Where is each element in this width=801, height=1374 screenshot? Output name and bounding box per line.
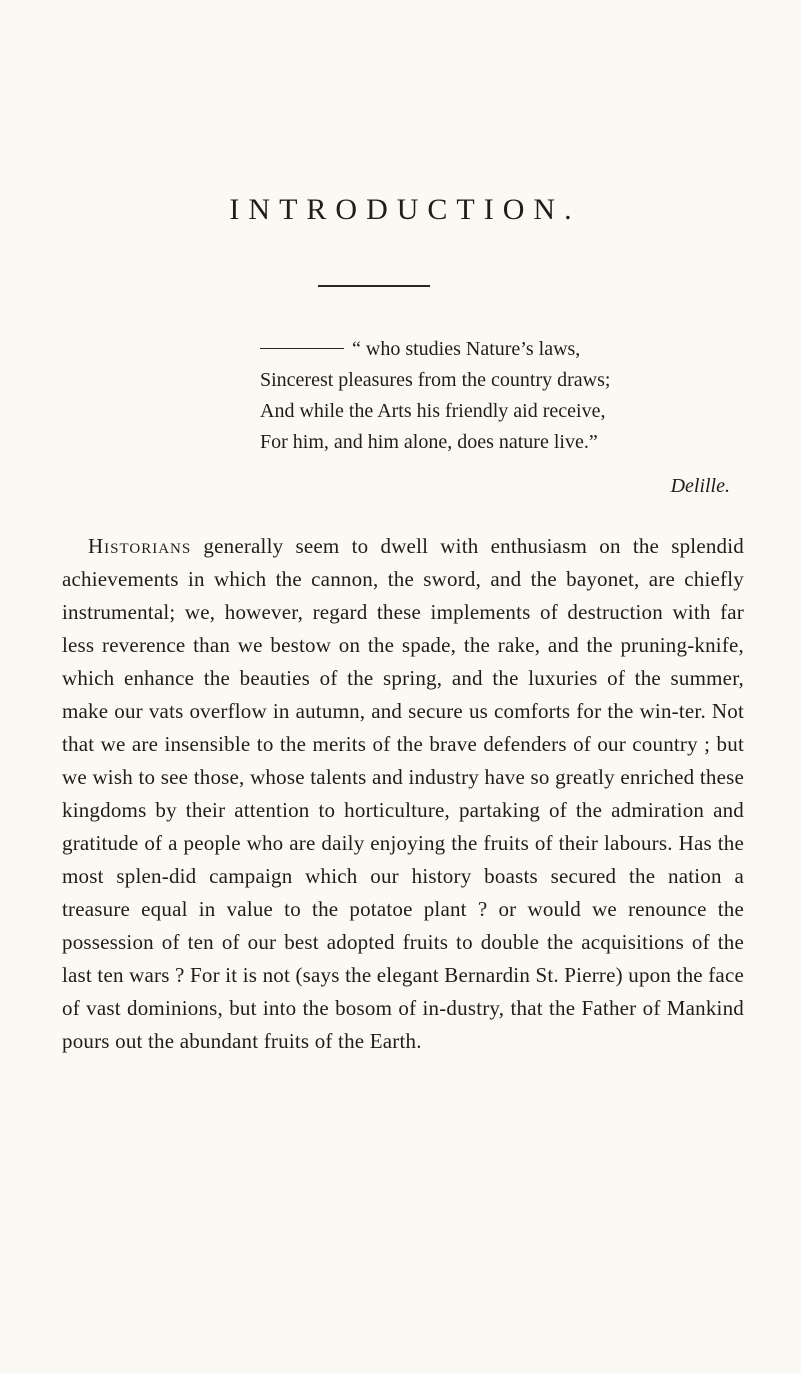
epigraph: [260, 334, 730, 458]
body-paragraph: [62, 530, 744, 1058]
epigraph-line: Sincerest pleasures from the country draws;: [260, 369, 611, 391]
paragraph-text: generally seem to dwell with enthusiasm on the splendid achievements in which the cannon, the sword, and the bayonet, are chiefly instrumental; we, however, regard these implements of destruction with far less reverence than we bestow on the spade, the rake, and the pruning-knife, which enhance the beauties of the spring, and the luxuries of the summer, make our vats overflow in autumn, and secure us comforts for the win-ter. Not that we are insensible to the merits of the brave defenders of our country ; but we wish to see those, whose talents and industry have so greatly enriched these kingdoms by their attention to horticulture, partaking of the admiration and gratitude of a people who are daily enjoying the fruits of their labours. Has the most splen-did campaign which our history boasts secured the nation a treasure equal in value to the potatoe plant ? or would we renounce the possession of ten of our best adopted fruits to double the acquisitions of the last ten wars ? For it is not (says the elegant Bernardin St. Pierre) upon the face of vast dominions, but into the bosom of in-dustry, that the Father of Mankind pours out the abundant fruits of the Earth.: [62, 534, 744, 1053]
lead-word: Historians: [88, 534, 192, 558]
page-title: INTRODUCTION.: [229, 193, 581, 226]
title-divider-rule: [318, 285, 430, 287]
epigraph-dash: [260, 348, 344, 349]
epigraph-line: For him, and him alone, does nature live.”: [260, 431, 598, 453]
epigraph-line: And while the Arts his friendly aid receive,: [260, 400, 606, 422]
epigraph-line: [260, 334, 730, 365]
epigraph-attribution: Delille.: [670, 475, 730, 497]
epigraph-line-text: “ who studies Nature’s laws,: [352, 338, 581, 360]
